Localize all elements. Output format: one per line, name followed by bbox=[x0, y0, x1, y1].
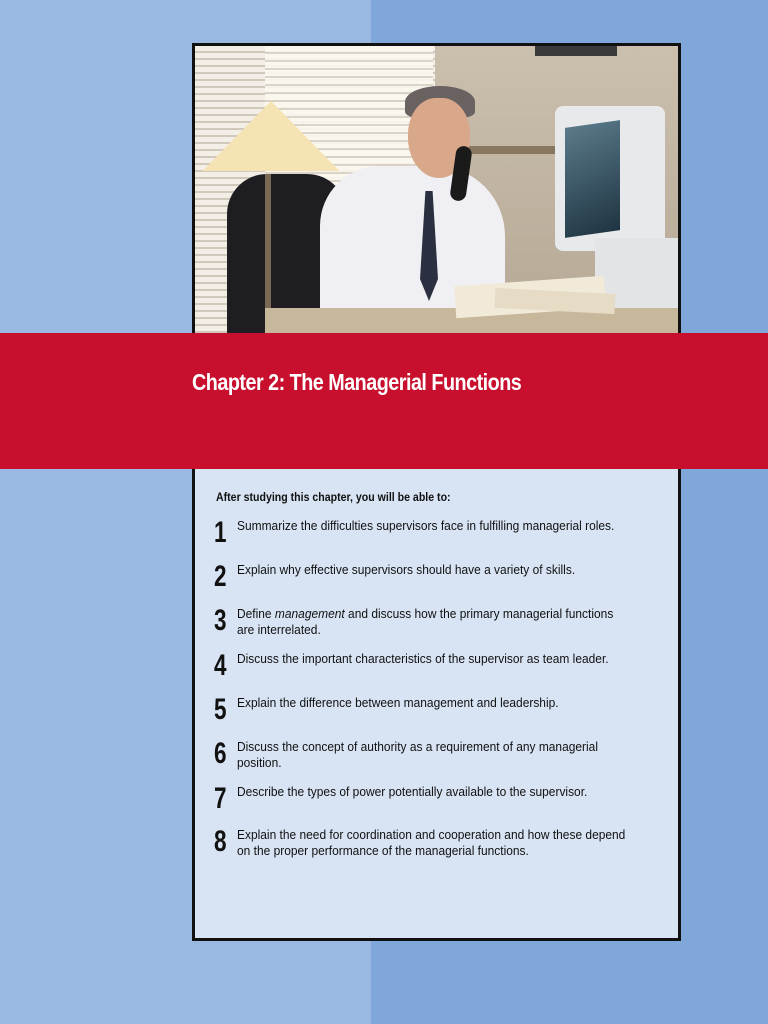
chapter-photo bbox=[195, 46, 678, 336]
objective-text: Discuss the important characteristics of the supervisor as team leader. bbox=[237, 651, 609, 666]
objective-text-part: Define bbox=[237, 606, 275, 621]
objective-text: Summarize the difficulties supervisors face in fulfilling managerial roles. bbox=[237, 518, 615, 533]
objective-text: Describe the types of power potentially available to the supervisor. bbox=[237, 784, 588, 799]
objective-text: Explain the need for coordination and cooperation and how these depend on the proper performance of the managerial functions. bbox=[237, 827, 626, 858]
lamp-shade bbox=[203, 101, 340, 171]
objective-text: Discuss the concept of authority as a requirement of any managerial position. bbox=[237, 739, 598, 770]
objective-number: 1 bbox=[214, 516, 227, 549]
objective-number: 2 bbox=[214, 560, 227, 593]
objective-number: 3 bbox=[214, 604, 227, 637]
monitor-screen bbox=[565, 120, 620, 238]
objectives-intro: After studying this chapter, you will be able to: bbox=[216, 492, 451, 504]
chapter-title-band bbox=[0, 333, 768, 469]
objective-text-emphasis: management bbox=[274, 606, 345, 621]
objective-number: 4 bbox=[214, 649, 227, 682]
objective-number: 6 bbox=[214, 737, 227, 770]
wall-picture bbox=[535, 46, 617, 56]
objective-text bbox=[237, 606, 633, 638]
objective-text: Explain the difference between management and leadership. bbox=[237, 695, 559, 710]
objective-number: 5 bbox=[214, 693, 227, 726]
objective-text: Explain why effective supervisors should have a variety of skills. bbox=[237, 562, 576, 577]
objective-number: 7 bbox=[214, 782, 227, 815]
chapter-title: Chapter 2: The Managerial Functions bbox=[192, 369, 522, 395]
objective-number: 8 bbox=[214, 825, 227, 858]
objective-text-part: and discuss how the primary managerial functions are interrelated. bbox=[237, 606, 614, 637]
